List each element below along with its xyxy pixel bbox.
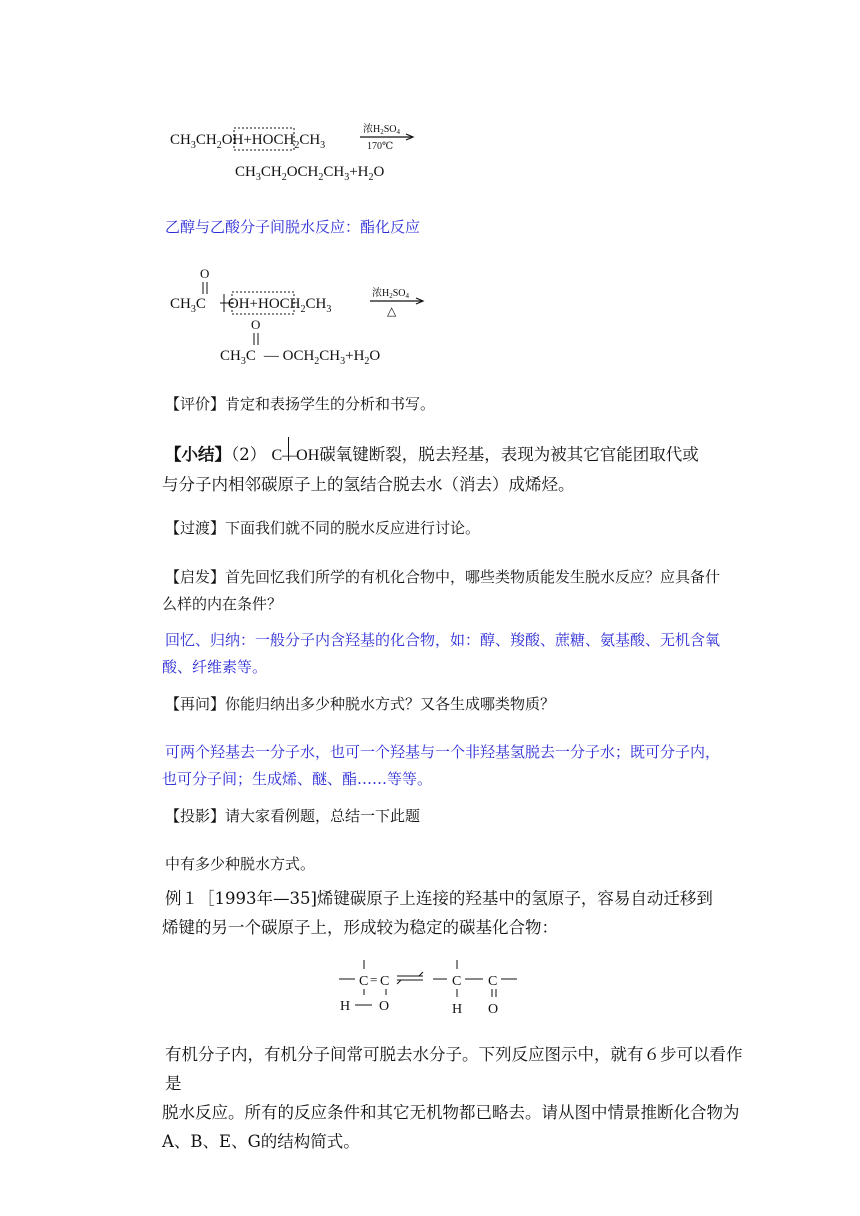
summary-tag: 【小结】 — [165, 445, 231, 464]
projection-text: 请大家看例题，总结一下此题 — [225, 807, 421, 825]
tautomer-left-c2: C — [380, 974, 390, 989]
eq1-lhs: $CH_3CH_2OH+HOCH_2CH_3$ — [170, 132, 326, 151]
eq1-condition-top: 浓$H_2SO_4$ — [363, 124, 401, 136]
eq2-product-carbonyl-O: O — [251, 317, 261, 332]
bond-break-icon: — — [282, 441, 296, 470]
tautomer-o2: O — [488, 1002, 499, 1017]
eq1-condition-bottom: 170℃ — [367, 141, 394, 152]
ask-paragraph — [165, 691, 735, 718]
tautomer-right-c2: C — [488, 974, 498, 989]
tautomer-right-c1: C — [452, 974, 462, 989]
eq2-lhs: $CH_3C$ $OH+HOCH_2CH_3$ — [170, 296, 332, 315]
transition-text: 下面我们就不同的脱水反应进行讨论。 — [225, 519, 481, 537]
transition-paragraph — [165, 515, 735, 542]
projection-continued: 中有多少种脱水方式。 — [165, 855, 316, 873]
eq2-condition-bottom: △ — [387, 304, 397, 318]
equation-1-ether-formation — [160, 118, 430, 188]
example-text-line1: 例１［1993年—35]烯键碳原子上连接的羟基中的氢原子，容易自动迁移到 — [165, 889, 713, 908]
summary-text-line1: 碳氧键断裂，脱去羟基，表现为被其它官能团取代或 — [319, 445, 699, 464]
tautomer-left-c1: C — [359, 974, 369, 989]
equation-2-esterification — [160, 262, 440, 370]
enol-keto-tautomer-diagram — [335, 955, 535, 1025]
summary-number: （2） — [231, 445, 267, 464]
inspire-tag: 【启发】 — [165, 568, 226, 586]
summary-bond-formula: C— OH — [272, 447, 320, 464]
evaluation-paragraph — [165, 391, 735, 418]
example-text-line2: 烯键的另一个碳原子上，形成较为稳定的碳基化合物： — [162, 918, 558, 937]
summary-text-line2: 与分子内相邻碳原子上的氢结合脱去水（消去）成烯烃。 — [162, 475, 575, 494]
recall-text-line1: 回忆、归纳：一般分子内含羟基的化合物，如：醇、羧酸、蔗糖、氨基酸、无机含氧 — [165, 631, 721, 649]
inspire-text-line1: 首先回忆我们所学的有机化合物中，哪些类物质能发生脱水反应？应具备什 — [225, 568, 721, 586]
projection-paragraph — [165, 803, 735, 830]
eq2-carbonyl-O: O — [200, 266, 210, 281]
tautomer-double-bond: = — [370, 972, 378, 987]
eq2-condition-top: 浓$H_2SO_4$ — [372, 288, 410, 300]
projection-tag: 【投影】 — [165, 807, 226, 825]
final-text-line3: A、B、E、G的结构简式。 — [162, 1132, 360, 1151]
transition-tag: 【过渡】 — [165, 519, 226, 537]
final-text-line1: 有机分子内，有机分子间常可脱去水分子。下列反应图示中，就有６步可以看作是 — [165, 1045, 743, 1093]
inspire-paragraph — [162, 564, 745, 618]
ask-text: 你能归纳出多少种脱水方式？又各生成哪类物质？ — [225, 695, 556, 713]
summary-paragraph — [162, 440, 740, 499]
tautomer-h2: H — [452, 1002, 463, 1017]
ask-tag: 【再问】 — [165, 695, 226, 713]
example-paragraph — [162, 884, 745, 942]
eq1-product: $CH_3CH_2OCH_2CH_3+H_2O$ — [235, 164, 385, 183]
evaluation-text: 肯定和表扬学生的分析和书写。 — [225, 395, 436, 413]
final-paragraph — [162, 1040, 745, 1156]
evaluation-tag: 【评价】 — [165, 395, 226, 413]
recall-text-line2: 酸、纤维素等。 — [162, 658, 268, 676]
tautomer-h1: H — [340, 999, 351, 1014]
answer-text-line2: 也可分子间；生成烯、醚、酯……等等。 — [162, 770, 433, 788]
eq2-product: $CH_3C$ — $OCH_2CH_3+H_2O$ — [220, 348, 381, 367]
answer-paragraph — [162, 739, 745, 793]
final-text-line2: 脱水反应。所有的反应条件和其它无机物都已略去。请从图中情景推断化合物为 — [162, 1103, 740, 1122]
esterification-heading: 乙醇与乙酸分子间脱水反应：酯化反应 — [165, 218, 421, 236]
recall-paragraph — [162, 627, 745, 681]
tautomer-o1: O — [379, 999, 390, 1014]
inspire-text-line2: 么样的内在条件？ — [162, 595, 283, 613]
answer-text-line1: 可两个羟基去一分子水，也可一个羟基与一个非羟基氢脱去一分子水；既可分子内， — [165, 743, 721, 761]
